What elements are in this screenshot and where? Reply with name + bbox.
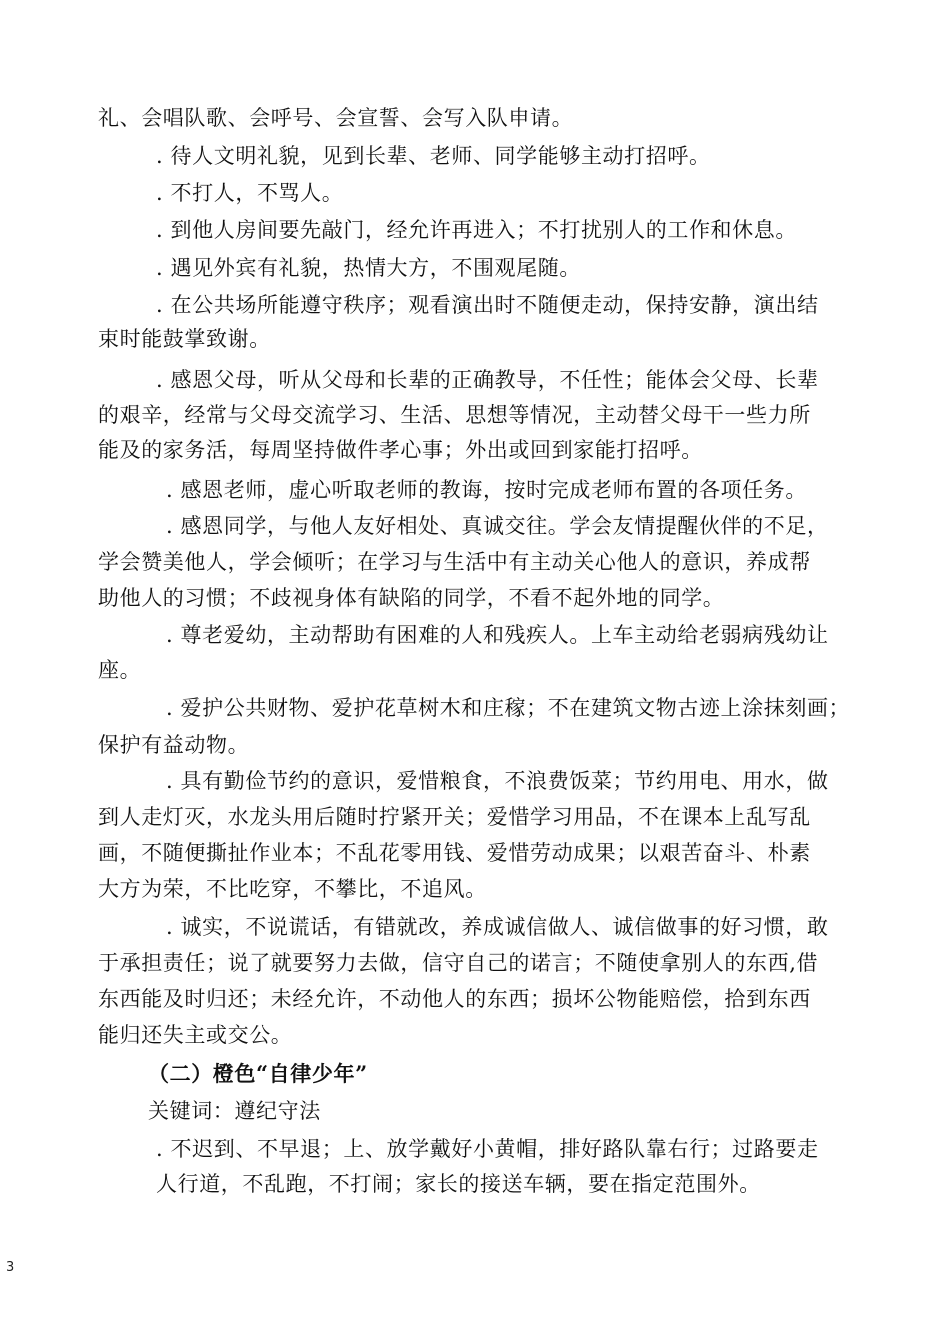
text-line: . 在公共场所能遵守秩序；观看演出时不随便走动，保持安静，演出结 [156,293,819,317]
text-line: . 感恩父母，听从父母和长辈的正确教导，不任性；能体会父母、长辈 [156,368,819,392]
text-line: . 遇见外宾有礼貌，热情大方，不围观尾随。 [156,256,581,280]
text-line: 能及的家务活，每周坚持做件孝心事；外出或回到家能打招呼。 [98,438,703,462]
text-line: 礼、会唱队歌、会呼号、会宣誓、会写入队申请。 [98,106,574,130]
text-line: 大方为荣，不比吃穿，不攀比，不追风。 [98,877,487,901]
text-line: . 不迟到、不早退；上、放学戴好小黄帽，排好路队靠右行；过路要走 [156,1137,819,1161]
section-heading: （二）橙色“自律少年” [148,1061,368,1086]
keyword-line: 关键词：遵纪守法 [148,1099,321,1123]
text-line: 束时能鼓掌致谢。 [98,327,271,351]
text-line: 画，不随便撕扯作业本；不乱花零用钱、爱惜劳动成果；以艰苦奋斗、朴素 [98,841,811,865]
text-line: 保护有益动物。 [98,733,250,757]
text-line: . 到他人房间要先敲门，经允许再进入；不打扰别人的工作和休息。 [156,218,797,242]
text-line: 人行道，不乱跑，不打闹；家长的接送车辆，要在指定范围外。 [156,1172,761,1196]
text-line: . 尊老爱幼，主动帮助有困难的人和残疾人。上车主动给老弱病残幼让 [166,623,829,647]
page-number: 3 [6,1260,15,1275]
text-line: . 待人文明礼貌，见到长辈、老师、同学能够主动打招呼。 [156,144,711,168]
text-line: 东西能及时归还；未经允许，不动他人的东西；损坏公物能赔偿，拾到东西 [98,987,811,1011]
text-line: . 爱护公共财物、爱护花草树木和庄稼；不在建筑文物古迹上涂抹刻画； [166,696,851,720]
text-line: 学会赞美他人，学会倾听；在学习与生活中有主动关心他人的意识，养成帮 [98,550,811,574]
text-line: . 感恩同学，与他人友好相处、真诚交往。学会友情提醒伙伴的不足， [166,514,829,538]
text-line: . 诚实，不说谎话，有错就改，养成诚信做人、诚信做事的好习惯，敢 [166,915,829,939]
text-line: 座。 [98,658,142,682]
text-line: . 不打人，不骂人。 [156,181,344,205]
text-line: 能归还失主或交公。 [98,1023,293,1047]
text-line: . 感恩老师，虚心听取老师的教诲，按时完成老师布置的各项任务。 [166,478,807,502]
text-line: 的艰辛，经常与父母交流学习、生活、思想等情况，主动替父母干一些力所 [98,403,811,427]
text-line: 助他人的习惯；不歧视身体有缺陷的同学，不看不起外地的同学。 [98,586,725,610]
text-line: . 具有勤俭节约的意识，爱惜粮食，不浪费饭菜；节约用电、用水，做 [166,769,829,793]
text-line: 到人走灯灭，水龙头用后随时拧紧开关；爱惜学习用品，不在课本上乱写乱 [98,805,811,829]
text-line: 于承担责任；说了就要努力去做，信守自己的诺言；不随使拿别人的东西,借 [98,951,819,975]
